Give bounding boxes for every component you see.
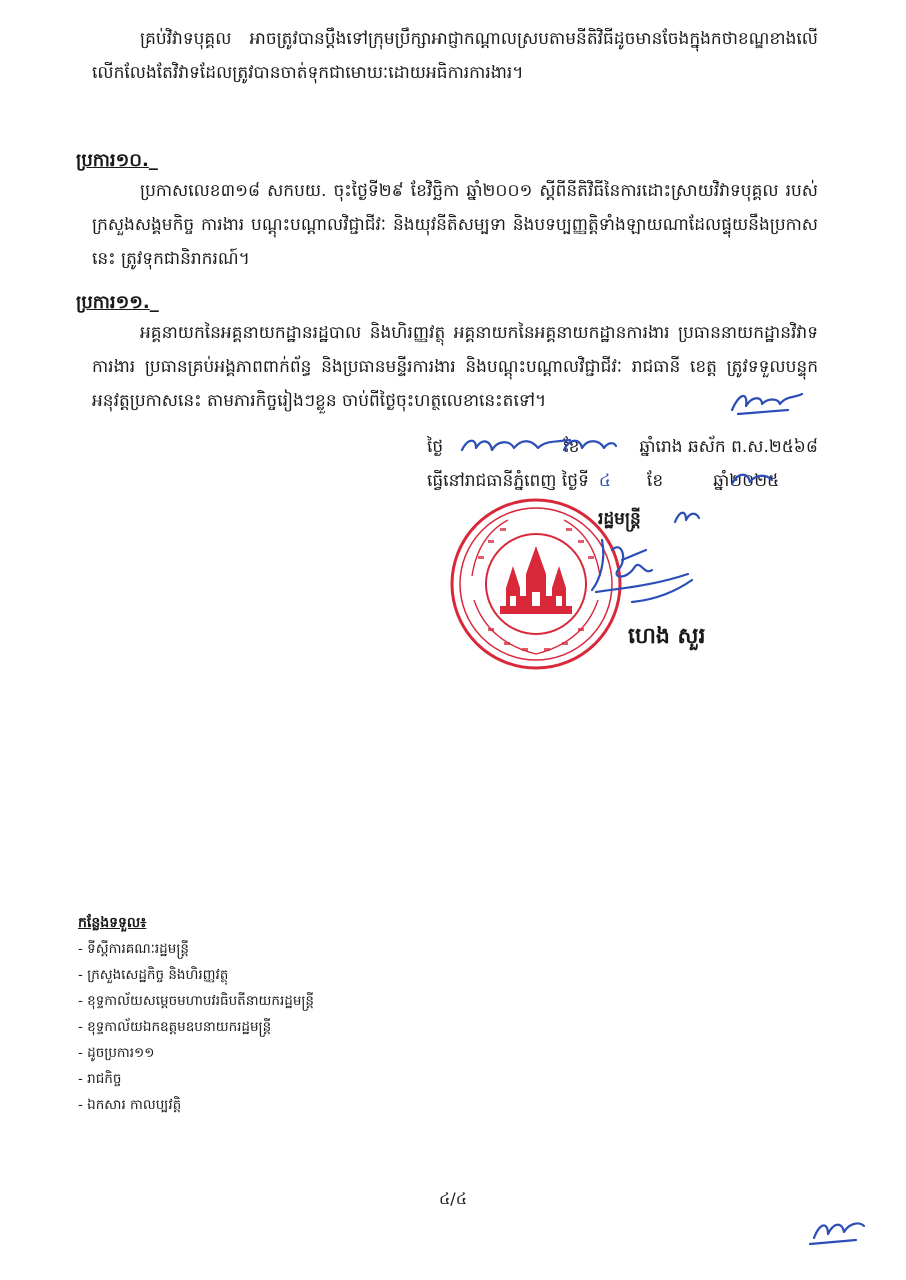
intro-paragraph: គ្រប់វិវាទបុគ្គល អាចត្រូវបានប្តឹងទៅក្រុមប្រឹក្សាអាជ្ញាកណ្តាលស្របតាមនីតិវិធីដូចមានចែងក្នុងកថាខណ្ឌខាងលើ លើកលែងតែវិវាទដែលត្រូវបានចាត់ទុកជាមោឃៈដោយអធិការការងារ។ — [92, 29, 818, 83]
solar-date-line — [427, 470, 779, 495]
recipients-list — [78, 936, 314, 1118]
article-10-title: ប្រការ១០. — [76, 150, 149, 171]
article-11-title: ប្រការ១១. — [76, 292, 150, 313]
minister-title: រដ្ឋមន្ត្រី — [598, 509, 641, 529]
list-item: - ក្រសួងសេដ្ឋកិច្ច និងហិរញ្ញវត្ថុ — [78, 962, 314, 988]
lunar-month-handwriting-icon — [560, 432, 620, 458]
list-item: - ដូចប្រការ១១ — [78, 1040, 314, 1066]
solar-month-handwriting-icon — [728, 466, 778, 492]
article-10-body: ប្រកាសលេខ៣១៨ សកបយ. ចុះថ្ងៃទី២៩ ខែវិច្ឆិកា ឆ្នាំ២០០១ ស្តីពីនីតិវិធីនៃការដោះស្រាយវិវាទបុគ្គល របស់ក្រសួងសង្គមកិច្ច ការងារ បណ្តុះបណ្តាលវិជ្ជាជីវៈ និងយុវនីតិសម្បទា និងបទប្បញ្ញត្តិទាំងឡាយណាដែលផ្ទុយនឹងប្រកាសនេះ ត្រូវទុកជានិរាករណ៍។ — [92, 181, 818, 269]
list-item: - ឯកសារ កាលប្បវត្តិ — [78, 1092, 314, 1118]
footer-initials-icon — [806, 1214, 870, 1248]
lunar-year-text: ឆ្នាំរោង ឆស័ក ព.ស.២៥៦៨ — [639, 437, 818, 457]
title-initials-icon — [672, 506, 702, 528]
minister-signature-icon — [582, 530, 702, 610]
minister-name: ហេង សួរ — [628, 624, 706, 649]
solar-month-label: ខែ — [646, 471, 664, 491]
article-11-heading: ប្រការ១១._ — [76, 292, 159, 313]
article-10-heading: ប្រការ១០._ — [76, 150, 158, 171]
page-number: ៤/៤ — [438, 1189, 468, 1208]
list-item: - ទីស្តីការគណៈរដ្ឋមន្ត្រី — [78, 936, 314, 962]
lunar-month-label: ខែ — [563, 437, 580, 457]
lunar-day-prefix: ថ្ងៃ — [427, 437, 444, 457]
list-item: - ខុទ្ទកាល័យឯកឧត្តមឧបនាយករដ្ឋមន្ត្រី — [78, 1014, 314, 1040]
solar-year-text: ឆ្នាំ២០២៥ — [713, 471, 780, 491]
solar-day-value: ៤ — [598, 471, 611, 491]
solar-place-text: ធ្វើនៅរាជធានីភ្នំពេញ ថ្ងៃទី — [427, 471, 589, 491]
list-item: - រាជកិច្ច — [78, 1066, 314, 1092]
list-item: - ខុទ្ទកាល័យសម្តេចមហាបវរធិបតីនាយករដ្ឋមន្ត្រី — [78, 988, 314, 1014]
article-11-body: អគ្គនាយកនៃអគ្គនាយកដ្ឋានរដ្ឋបាល និងហិរញ្ញវត្ថុ អគ្គនាយកនៃអគ្គនាយកដ្ឋានការងារ ប្រធាននាយកដ្ឋានវិវាទការងារ ប្រធានគ្រប់អង្គភាពពាក់ព័ន្ធ និងប្រធានមន្ទីរការងារ និងបណ្តុះបណ្តាលវិជ្ជាជីវៈ រាជធានី ខេត្ត ត្រូវទទួលបន្ទុកអនុវត្តប្រកាសនេះ តាមភារកិច្ចរៀងៗខ្លួន ចាប់ពីថ្ងៃចុះហត្ថលេខានេះតទៅ។ — [92, 323, 818, 411]
recipients-title: កន្លែងទទួល៖ — [78, 915, 147, 931]
recipients-block — [78, 910, 314, 1118]
initials-signature-icon — [728, 388, 808, 416]
